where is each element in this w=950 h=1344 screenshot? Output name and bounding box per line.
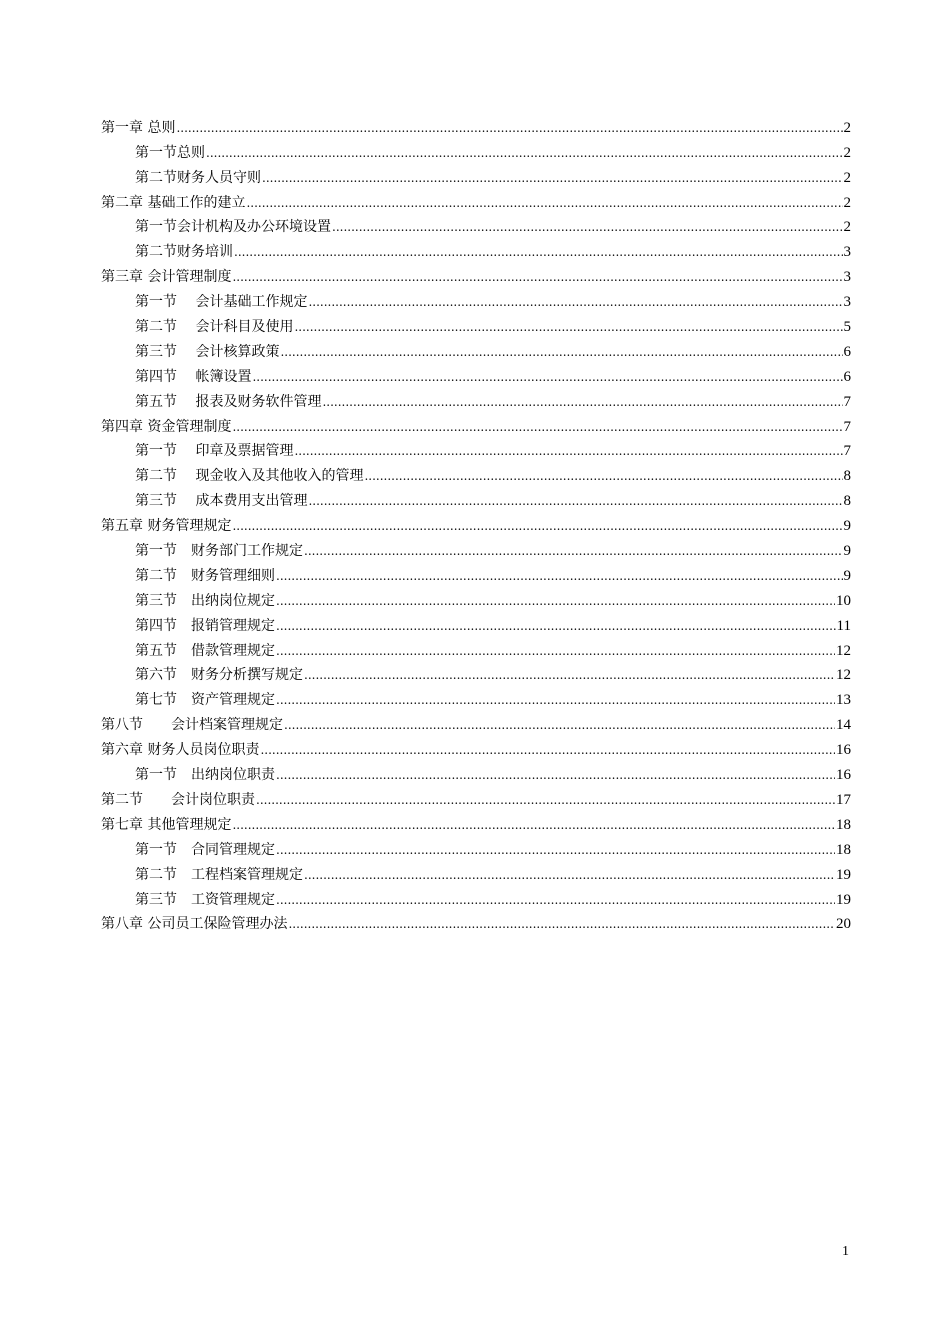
dot-leader bbox=[232, 517, 842, 535]
toc-entry-page: 7 bbox=[843, 418, 851, 435]
dot-leader bbox=[176, 119, 842, 137]
toc-entry-chapter[interactable] bbox=[101, 909, 851, 934]
toc-entry-section[interactable] bbox=[101, 212, 851, 237]
toc-entry-section[interactable] bbox=[101, 361, 851, 386]
toc-entry-page: 11 bbox=[836, 617, 851, 634]
toc-entry-title: 第六章 财务人员岗位职责 bbox=[101, 742, 260, 759]
toc-entry-page: 3 bbox=[843, 269, 851, 286]
toc-entry-section[interactable] bbox=[101, 535, 851, 560]
toc-entry-page: 7 bbox=[843, 393, 851, 410]
toc-entry-section[interactable] bbox=[101, 759, 851, 784]
toc-entry-page: 18 bbox=[836, 816, 851, 833]
dot-leader bbox=[276, 617, 836, 635]
toc-entry-section[interactable] bbox=[101, 635, 851, 660]
toc-entry-title: 第三章 会计管理制度 bbox=[101, 269, 232, 286]
toc-entry-section[interactable] bbox=[101, 336, 851, 361]
toc-entry-title: 第四章 资金管理制度 bbox=[101, 418, 232, 435]
dot-leader bbox=[332, 218, 843, 236]
toc-entry-title: 第五节 报表及财务软件管理 bbox=[135, 393, 322, 410]
toc-entry-chapter[interactable] bbox=[101, 187, 851, 212]
toc-entry-page: 2 bbox=[843, 144, 851, 161]
toc-entry-title: 第一节 会计基础工作规定 bbox=[135, 294, 308, 311]
dot-leader bbox=[232, 268, 842, 286]
toc-entry-page: 20 bbox=[836, 916, 851, 933]
dot-leader bbox=[234, 243, 843, 261]
dot-leader bbox=[294, 442, 842, 460]
dot-leader bbox=[276, 891, 835, 909]
toc-entry-title: 第六节 财务分析撰写规定 bbox=[135, 667, 303, 684]
dot-leader bbox=[308, 293, 842, 311]
toc-entry-section[interactable] bbox=[101, 610, 851, 635]
toc-entry-title: 第三节 工资管理规定 bbox=[135, 891, 275, 908]
toc-entry-page: 16 bbox=[836, 742, 851, 759]
toc-entry-title: 第一节总则 bbox=[135, 144, 205, 161]
toc-entry-section[interactable] bbox=[101, 162, 851, 187]
dot-leader bbox=[276, 766, 835, 784]
toc-entry-title: 第一节 出纳岗位职责 bbox=[135, 767, 275, 784]
toc-entry-section[interactable] bbox=[101, 660, 851, 685]
toc-entry-title: 第三节 会计核算政策 bbox=[135, 343, 280, 360]
toc-entry-section[interactable] bbox=[101, 560, 851, 585]
toc-entry-section[interactable] bbox=[101, 684, 851, 709]
toc-entry-section[interactable] bbox=[101, 460, 851, 485]
dot-leader bbox=[364, 467, 842, 485]
toc-entry-page: 9 bbox=[843, 518, 851, 535]
toc-entry-page: 17 bbox=[836, 791, 851, 808]
toc-entry-page: 8 bbox=[843, 468, 851, 485]
toc-entry-section[interactable] bbox=[101, 137, 851, 162]
toc-entry-page: 14 bbox=[836, 717, 851, 734]
dot-leader bbox=[232, 816, 835, 834]
toc-entry-section[interactable] bbox=[101, 585, 851, 610]
toc-entry-page: 12 bbox=[836, 667, 851, 684]
dot-leader bbox=[276, 841, 835, 859]
toc-entry-section[interactable] bbox=[101, 859, 851, 884]
dot-leader bbox=[206, 144, 843, 162]
toc-entry-page: 7 bbox=[843, 443, 851, 460]
toc-entry-title: 第二节 会计岗位职责 bbox=[101, 791, 255, 808]
toc-entry-title: 第二节财务培训 bbox=[135, 244, 233, 261]
toc-entry-page: 2 bbox=[843, 194, 851, 211]
toc-entry-page: 13 bbox=[836, 692, 851, 709]
toc-entry-title: 第七节 资产管理规定 bbox=[135, 692, 275, 709]
toc-entry-title: 第二节 财务管理细则 bbox=[135, 567, 275, 584]
toc-entry-title: 第三节 出纳岗位规定 bbox=[135, 592, 275, 609]
toc-entry-title: 第二节财务人员守则 bbox=[135, 169, 261, 186]
toc-entry-title: 第二章 基础工作的建立 bbox=[101, 194, 246, 211]
dot-leader bbox=[280, 343, 842, 361]
dot-leader bbox=[276, 567, 843, 585]
toc-entry-page: 5 bbox=[843, 319, 851, 336]
toc-entry-section[interactable] bbox=[101, 834, 851, 859]
toc-entry-title: 第一章 总则 bbox=[101, 119, 176, 136]
toc-entry-chapter[interactable] bbox=[101, 784, 851, 809]
toc-entry-section[interactable] bbox=[101, 485, 851, 510]
toc-entry-page: 10 bbox=[836, 592, 851, 609]
dot-leader bbox=[260, 741, 835, 759]
toc-entry-page: 6 bbox=[843, 343, 851, 360]
dot-leader bbox=[246, 194, 842, 212]
dot-leader bbox=[288, 915, 835, 933]
dot-leader bbox=[256, 791, 835, 809]
toc-entry-title: 第二节 会计科目及使用 bbox=[135, 319, 294, 336]
toc-entry-page: 18 bbox=[836, 841, 851, 858]
toc-entry-page: 2 bbox=[843, 219, 851, 236]
toc-entry-section[interactable] bbox=[101, 884, 851, 909]
dot-leader bbox=[322, 393, 842, 411]
page-number: 1 bbox=[842, 1244, 849, 1259]
dot-leader bbox=[232, 418, 842, 436]
dot-leader bbox=[284, 716, 835, 734]
toc-entry-title: 第二节 现金收入及其他收入的管理 bbox=[135, 468, 364, 485]
toc-entry-title: 第二节 工程档案管理规定 bbox=[135, 866, 303, 883]
toc-entry-section[interactable] bbox=[101, 236, 851, 261]
dot-leader bbox=[304, 542, 843, 560]
toc-entry-title: 第一节会计机构及办公环境设置 bbox=[135, 219, 331, 236]
toc-entry-page: 2 bbox=[843, 119, 851, 136]
toc-entry-page: 2 bbox=[843, 169, 851, 186]
dot-leader bbox=[304, 666, 835, 684]
toc-entry-title: 第一节 印章及票据管理 bbox=[135, 443, 294, 460]
toc-entry-title: 第五章 财务管理规定 bbox=[101, 518, 232, 535]
toc-entry-page: 19 bbox=[836, 891, 851, 908]
toc-entry-chapter[interactable] bbox=[101, 734, 851, 759]
dot-leader bbox=[262, 169, 843, 187]
toc-entry-title: 第三节 成本费用支出管理 bbox=[135, 493, 308, 510]
toc-entry-page: 6 bbox=[843, 368, 851, 385]
toc-entry-chapter[interactable] bbox=[101, 261, 851, 286]
toc-entry-section[interactable] bbox=[101, 386, 851, 411]
toc-entry-chapter[interactable] bbox=[101, 510, 851, 535]
toc-entry-section[interactable] bbox=[101, 286, 851, 311]
toc-entry-chapter[interactable] bbox=[101, 809, 851, 834]
toc-entry-title: 第五节 借款管理规定 bbox=[135, 642, 275, 659]
toc-entry-title: 第八节 会计档案管理规定 bbox=[101, 717, 283, 734]
toc-entry-page: 9 bbox=[843, 567, 851, 584]
dot-leader bbox=[276, 592, 835, 610]
table-of-contents bbox=[101, 112, 851, 933]
toc-entry-page: 8 bbox=[843, 493, 851, 510]
toc-entry-chapter[interactable] bbox=[101, 411, 851, 436]
toc-entry-chapter[interactable] bbox=[101, 112, 851, 137]
toc-entry-title: 第四节 帐簿设置 bbox=[135, 368, 252, 385]
toc-entry-title: 第一节 财务部门工作规定 bbox=[135, 543, 303, 560]
dot-leader bbox=[276, 642, 835, 660]
toc-entry-section[interactable] bbox=[101, 436, 851, 461]
toc-entry-page: 3 bbox=[843, 244, 851, 261]
toc-entry-title: 第一节 合同管理规定 bbox=[135, 841, 275, 858]
toc-entry-page: 9 bbox=[843, 543, 851, 560]
dot-leader bbox=[304, 866, 835, 884]
toc-entry-chapter[interactable] bbox=[101, 709, 851, 734]
toc-entry-page: 12 bbox=[836, 642, 851, 659]
toc-entry-page: 19 bbox=[836, 866, 851, 883]
dot-leader bbox=[276, 691, 835, 709]
toc-entry-title: 第七章 其他管理规定 bbox=[101, 816, 232, 833]
toc-entry-page: 16 bbox=[836, 767, 851, 784]
dot-leader bbox=[252, 368, 842, 386]
toc-entry-title: 第四节 报销管理规定 bbox=[135, 617, 275, 634]
toc-entry-section[interactable] bbox=[101, 311, 851, 336]
toc-entry-title: 第八章 公司员工保险管理办法 bbox=[101, 916, 288, 933]
toc-entry-page: 3 bbox=[843, 294, 851, 311]
dot-leader bbox=[294, 318, 842, 336]
dot-leader bbox=[308, 492, 842, 510]
